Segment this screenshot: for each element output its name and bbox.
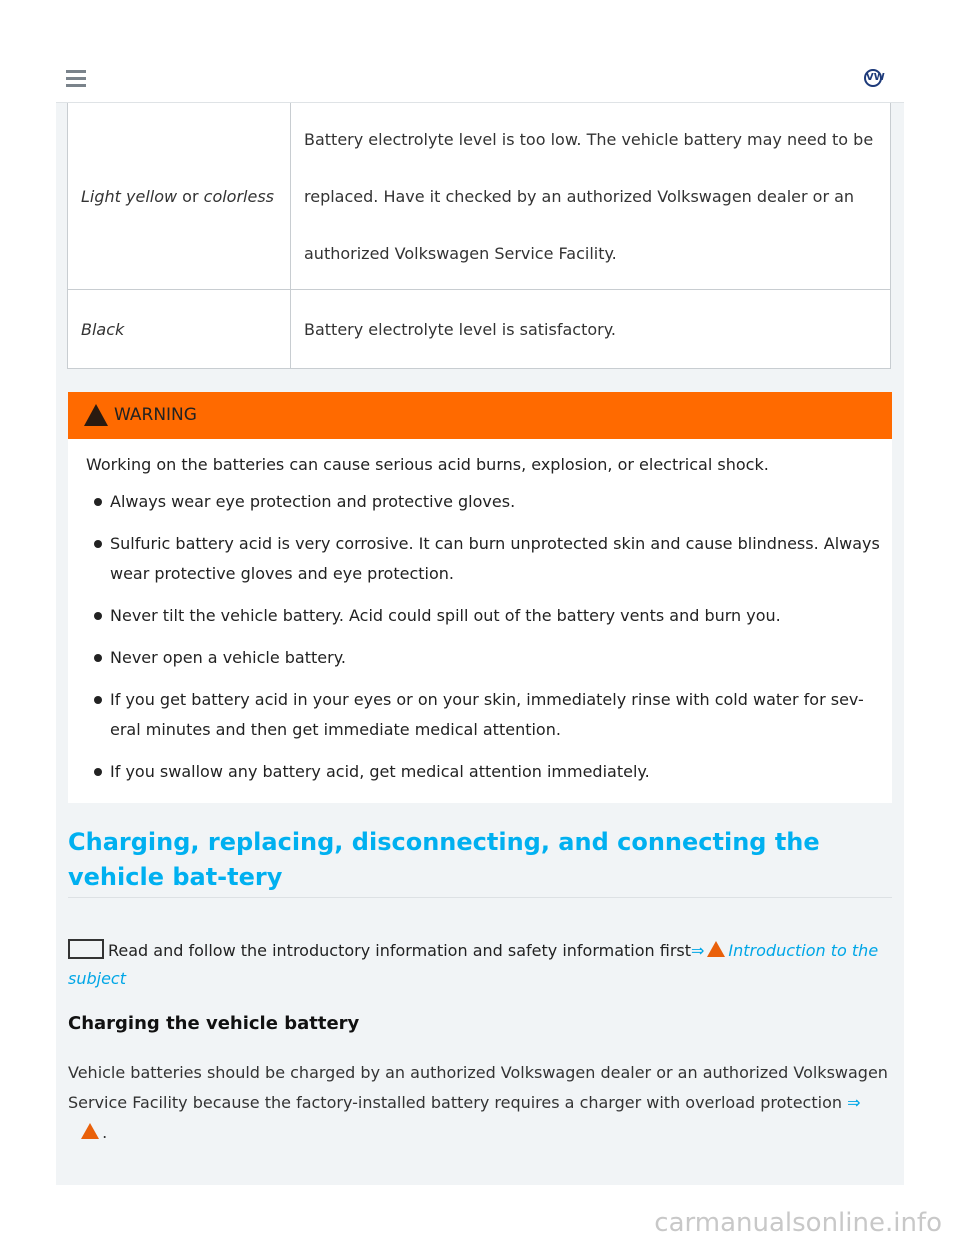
content-page bbox=[56, 103, 904, 1185]
list-item: Sulfuric battery acid is very corrosive. It can burn unprotected skin and cause blindness. Always wear protective gloves and eye protection. bbox=[110, 529, 892, 589]
warning-icon bbox=[707, 941, 725, 957]
hamburger-icon[interactable] bbox=[66, 70, 86, 91]
vw-logo-icon[interactable]: VW bbox=[864, 69, 882, 87]
subheading: Charging the vehicle battery bbox=[68, 1013, 360, 1034]
list-item: Never tilt the vehicle battery. Acid could spill out of the battery vents and burn you. bbox=[110, 601, 892, 631]
warning-title: WARNING bbox=[114, 405, 197, 425]
table-value: Battery electrolyte level is satisfactory. bbox=[291, 290, 891, 369]
electrolyte-table bbox=[67, 103, 891, 369]
list-item: Always wear eye protection and protective gloves. bbox=[110, 487, 892, 517]
list-item: If you swallow any battery acid, get medical attention immediately. bbox=[110, 757, 892, 787]
table-row bbox=[68, 290, 891, 369]
table-key: Black bbox=[68, 290, 291, 369]
list-item: Never open a vehicle battery. bbox=[110, 643, 892, 673]
intro-link[interactable]: Introduction to the subject bbox=[68, 941, 879, 988]
intro-note bbox=[68, 937, 892, 993]
intro-text: Read and follow the introductory information and safety information first bbox=[108, 941, 692, 960]
book-icon bbox=[68, 939, 104, 959]
warning-box bbox=[68, 392, 892, 803]
warning-icon: ! bbox=[84, 404, 108, 426]
section-title: Charging, replacing, disconnecting, and connecting the vehicle bat-tery bbox=[68, 825, 892, 898]
warning-intro: Working on the batteries can cause serious acid burns, explosion, or electrical shock. bbox=[86, 455, 769, 474]
body-text bbox=[68, 1058, 898, 1148]
warning-list bbox=[68, 487, 892, 787]
arrow-icon: ⇒ bbox=[691, 941, 705, 960]
table-row bbox=[68, 103, 891, 290]
period: . bbox=[102, 1123, 108, 1142]
body-paragraph: Vehicle batteries should be charged by an authorized Volkswagen dealer or an authorized Volkswagen Service Facility because the factory-installed battery requires a charger with overload protection bbox=[68, 1063, 888, 1112]
warning-icon[interactable] bbox=[81, 1123, 99, 1139]
list-item: If you get battery acid in your eyes or on your skin, immediately rinse with cold water for sev-eral minutes and then get immediate medical attention. bbox=[110, 685, 892, 745]
watermark: carmanualsonline.info bbox=[654, 1208, 942, 1238]
arrow-link[interactable]: ⇒ bbox=[847, 1093, 861, 1112]
table-key: Light yellow or colorless bbox=[68, 103, 291, 290]
table-value: Battery electrolyte level is too low. The vehicle battery may need to be replaced. Have it checked by an authorized Volkswagen dealer or an authorized Volkswagen Service Facility. bbox=[291, 103, 891, 290]
top-bar bbox=[56, 56, 904, 103]
warning-header bbox=[68, 392, 892, 439]
